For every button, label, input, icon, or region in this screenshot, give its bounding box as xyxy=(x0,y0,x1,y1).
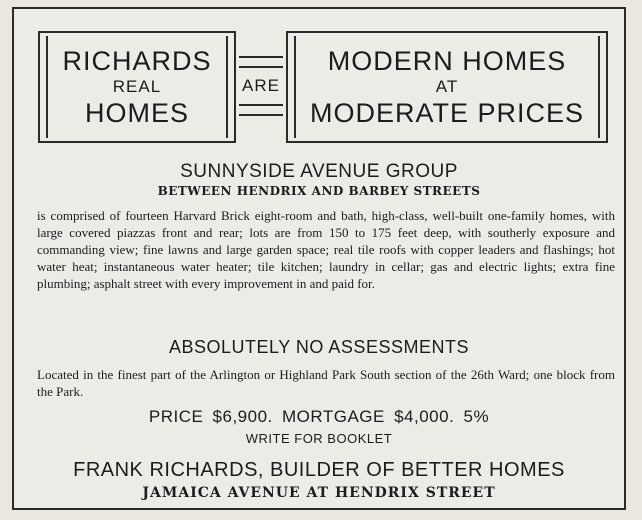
mortgage: MORTGAGE $4,000. xyxy=(282,407,455,426)
connector-rule xyxy=(239,66,283,68)
box-right-line1: MODERN HOMES xyxy=(327,46,567,76)
box-right-line3: MODERATE PRICES xyxy=(309,98,585,128)
pricing-line xyxy=(14,407,624,427)
box-left-line3: HOMES xyxy=(84,98,189,128)
connector-label: ARE xyxy=(242,76,280,95)
box-right-line2: AT xyxy=(435,77,459,96)
are-connector xyxy=(236,41,286,131)
price: PRICE $6,900. xyxy=(148,407,273,426)
advertisement xyxy=(12,7,626,510)
group-description: is comprised of fourteen Harvard Brick eight-room and bath, high-class, well-built one-family homes, with large covered piazzas front and rear; lots are from 150 to 175 feet deep, with southerly exposure and commanding view; fine lawns and large garden space; real tile roofs with copper leaders and flashings; hot water heat; instantaneous water heater; tile kitchen; laundry in cellar; gas and electric lights; extra fine plumbing; asphalt street with every improvement in and paid for. xyxy=(37,208,615,291)
builder-name: FRANK RICHARDS, BUILDER OF BETTER HOMES xyxy=(73,459,565,481)
connector-rule xyxy=(239,104,283,106)
assessments-heading: ABSOLUTELY NO ASSESSMENTS xyxy=(169,337,469,357)
booklet-offer: WRITE FOR BOOKLET xyxy=(245,431,393,446)
richards-real-homes-box xyxy=(38,31,236,143)
group-title: SUNNYSIDE AVENUE GROUP xyxy=(180,161,458,182)
box-left-line2: REAL xyxy=(112,77,162,96)
location-paragraph: Located in the finest part of the Arlington or Highland Park South section of the 26th Ward; one block from the Park. xyxy=(37,367,615,399)
builder-address: JAMAICA AVENUE AT HENDRIX STREET xyxy=(142,485,496,501)
modern-homes-box xyxy=(286,31,608,143)
interest-rate: 5% xyxy=(463,407,490,426)
group-subtitle: BETWEEN HENDRIX AND BARBEY STREETS xyxy=(157,184,481,198)
box-left-line1: RICHARDS xyxy=(62,46,212,76)
connector-rule xyxy=(239,114,283,116)
connector-rule xyxy=(239,56,283,58)
